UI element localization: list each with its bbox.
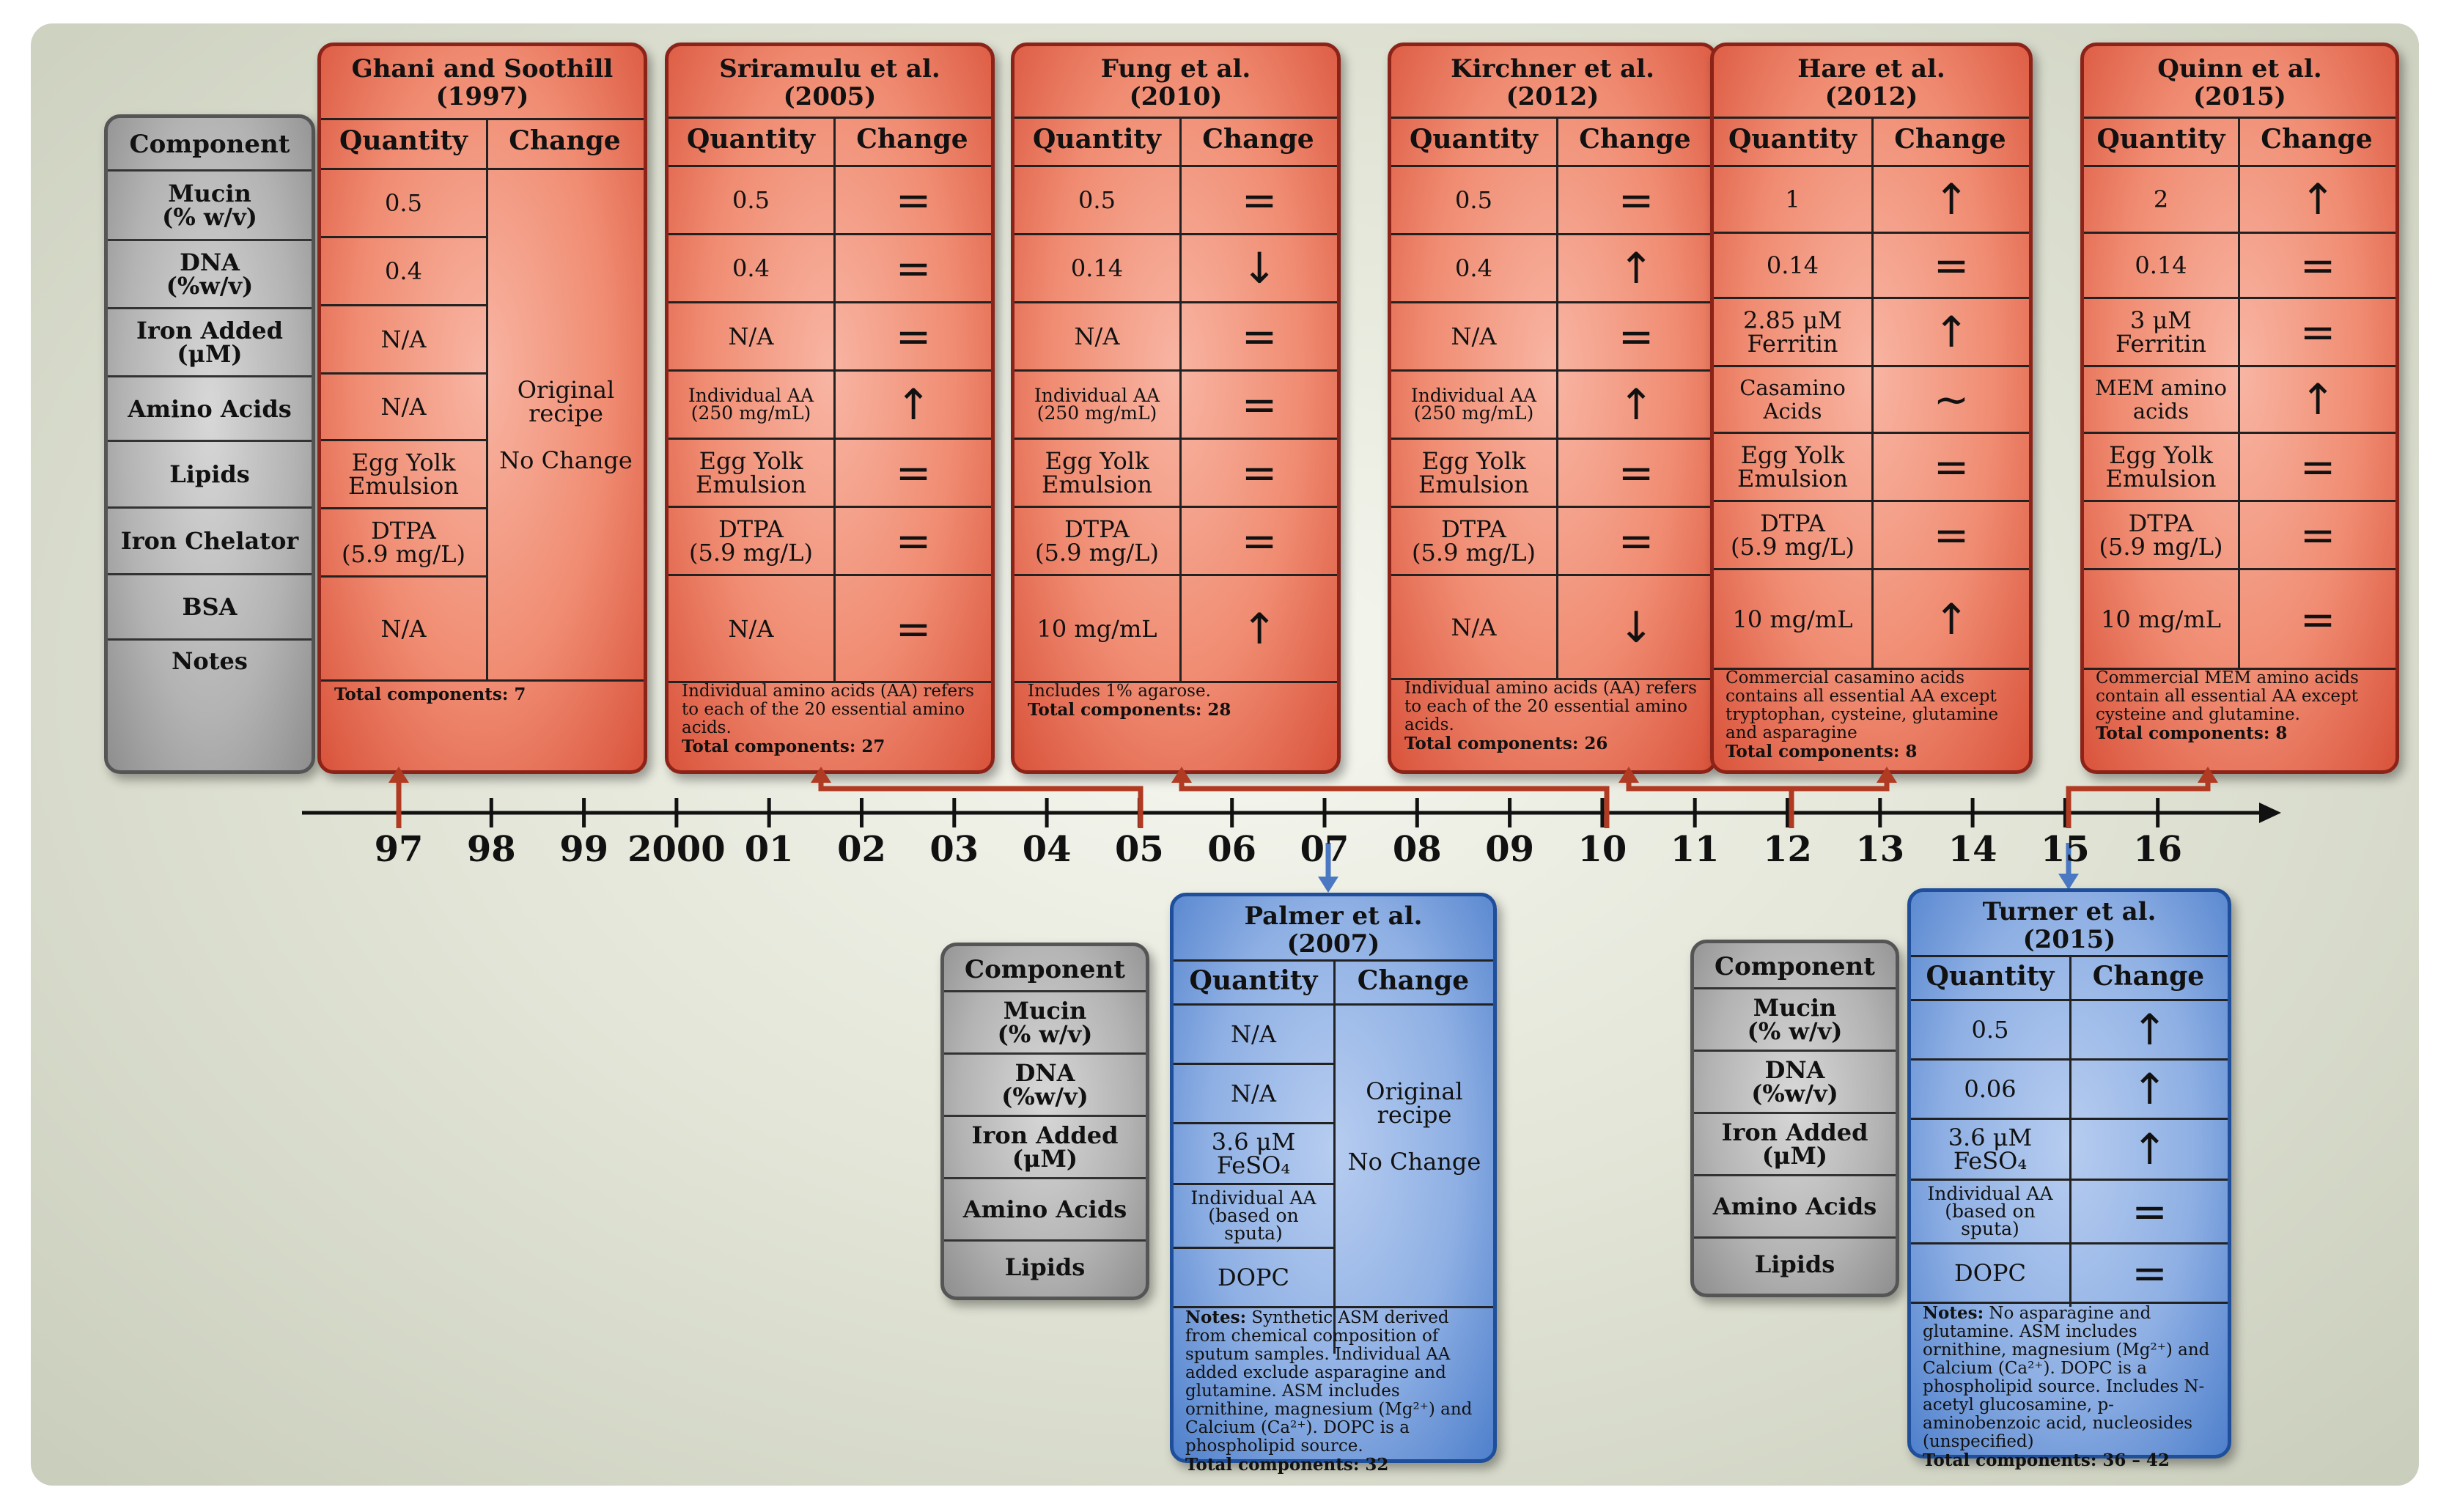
change-dna: ↓ <box>1241 243 1278 293</box>
quantity-header: Quantity <box>687 124 815 155</box>
quantity-header: Quantity <box>1410 124 1538 155</box>
component-notes: Notes <box>172 647 248 675</box>
quantity-header: Quantity <box>1926 961 2055 992</box>
quantity-mucin: 2 <box>2153 185 2169 213</box>
quantity-amino-acids: Individual AA (based on sputa) <box>1927 1183 2053 1239</box>
change-dna: ↑ <box>2132 1064 2168 1114</box>
component-amino-acids: Amino Acids <box>1712 1192 1877 1220</box>
change-iron: ↑ <box>2132 1124 2168 1174</box>
change-lipids: = <box>1933 442 1970 492</box>
change-mucin: = <box>895 175 932 225</box>
quantity-bsa: 10 mg/mL <box>2100 605 2222 633</box>
change-lipids: = <box>1241 448 1278 498</box>
red-arrowheads <box>388 767 2218 783</box>
change-mucin: = <box>1241 175 1278 225</box>
study-title: Kirchner et al. (2012) <box>1451 54 1654 111</box>
study-title: Sriramulu et al. (2005) <box>719 54 940 111</box>
quantity-dna: 0.4 <box>385 257 422 285</box>
component-lipids: Lipids <box>1004 1253 1086 1281</box>
component-dna: DNA (%w/v) <box>1751 1056 1838 1107</box>
component-lipids: Lipids <box>169 460 250 488</box>
change-amino-acids: ↑ <box>895 380 932 429</box>
timeline-tick-label: 15 <box>2040 829 2090 870</box>
timeline-tick-label: 13 <box>1855 829 1905 870</box>
timeline-tick-label: 2000 <box>627 829 726 870</box>
quantity-iron: 3.6 μM FeSO₄ <box>1948 1124 2033 1175</box>
component-iron-added: Iron Added (μM) <box>136 317 283 368</box>
quantity-iron-chelator: DTPA (5.9 mg/L) <box>689 515 813 567</box>
quantity-mucin: 0.5 <box>1455 186 1492 214</box>
quantity-mucin: 0.5 <box>1078 186 1116 214</box>
component-iron-added: Iron Added (μM) <box>1721 1118 1868 1170</box>
quantity-iron: N/A <box>1451 322 1497 350</box>
change-iron: = <box>2299 307 2336 357</box>
timeline-tick-label: 12 <box>1763 829 1812 870</box>
quantity-mucin: 1 <box>1785 185 1800 213</box>
quantity-amino-acids: Individual AA (250 mg/mL) <box>688 385 814 424</box>
quantity-bsa: N/A <box>728 614 774 643</box>
change-iron-chelator: = <box>895 516 932 566</box>
timeline-tick-label: 10 <box>1577 829 1627 870</box>
quantity-bsa: 10 mg/mL <box>1036 614 1157 643</box>
connector-2010 <box>1182 778 1607 828</box>
quantity-dna: 0.14 <box>1070 254 1124 282</box>
change-mucin: ↑ <box>2132 1005 2168 1055</box>
change-iron-chelator: = <box>2299 510 2336 560</box>
timeline-tick-label: 06 <box>1207 829 1257 870</box>
component-header: Component <box>129 130 290 159</box>
timeline-tick-label: 01 <box>744 829 794 870</box>
quantity-dna: 0.06 <box>1964 1075 2017 1103</box>
component-header: Component <box>965 955 1125 984</box>
quantity-iron-chelator: DTPA (5.9 mg/L) <box>2099 509 2223 561</box>
quantity-bsa: N/A <box>380 614 427 643</box>
connector-2012 <box>1629 778 1887 828</box>
quantity-mucin: 0.5 <box>732 186 770 214</box>
change-header: Change <box>2092 961 2205 992</box>
study-title: Quinn et al. (2015) <box>2157 54 2322 111</box>
quantity-dna: 0.14 <box>2135 251 2187 279</box>
quantity-dna: N/A <box>1231 1080 1276 1107</box>
study-notes: Individual amino acids (AA) refers to each of the 20 essential amino acids. Total components: 27 <box>682 682 974 756</box>
component-legend-bottom-left <box>940 943 1149 1300</box>
component-mucin: Mucin (% w/v) <box>997 997 1093 1048</box>
change-iron: = <box>1618 311 1654 361</box>
quantity-amino-acids: Individual AA (based on sputa) <box>1190 1187 1316 1244</box>
quantity-iron-chelator: DTPA (5.9 mg/L) <box>1731 509 1855 561</box>
component-dna: DNA (%w/v) <box>166 248 254 300</box>
change-mucin: ↑ <box>1933 174 1970 224</box>
change-iron: ↑ <box>1933 307 1970 357</box>
quantity-lipids: Egg Yolk Emulsion <box>695 447 807 498</box>
change-bsa: ↑ <box>1933 594 1970 644</box>
change-dna: = <box>2299 240 2336 290</box>
quantity-iron: N/A <box>1074 322 1120 350</box>
quantity-amino-acids: Casamino Acids <box>1739 375 1846 424</box>
component-lipids: Lipids <box>1754 1250 1835 1278</box>
quantity-mucin: N/A <box>1231 1020 1276 1048</box>
quantity-amino-acids: Individual AA (250 mg/mL) <box>1410 385 1537 424</box>
timeline-tick-label: 08 <box>1392 829 1442 870</box>
quantity-iron-chelator: DTPA (5.9 mg/L) <box>342 517 465 568</box>
study-notes: Notes: No asparagine and glutamine. ASM includes ornithine, magnesium (Mg²⁺) and Calcium (Ca²⁺). DOPC is a phospholipid source. Includes N-acetyl glucosamine, p-aminobenzoic acid, nucleosides (unspecified) Total components: 36 – 42 <box>1923 1303 2210 1470</box>
change-mucin: = <box>1618 175 1654 225</box>
study-title: Turner et al. (2015) <box>1982 897 2157 954</box>
quantity-amino-acids: MEM amino acids <box>2095 375 2227 424</box>
quantity-amino-acids: Individual AA (250 mg/mL) <box>1034 385 1160 424</box>
timeline-tick-label: 09 <box>1485 829 1534 870</box>
quantity-header: Quantity <box>1728 124 1857 155</box>
quantity-amino-acids: N/A <box>380 393 427 421</box>
timeline-tick-label: 05 <box>1114 829 1164 870</box>
component-amino-acids: Amino Acids <box>128 394 292 423</box>
change-bsa: = <box>2299 594 2336 644</box>
connector-2015 <box>2069 778 2208 828</box>
change-mucin: ↑ <box>2299 174 2336 224</box>
component-mucin: Mucin (% w/v) <box>1747 994 1843 1045</box>
quantity-mucin: 0.5 <box>385 189 422 217</box>
timeline-tick-label: 07 <box>1300 829 1349 870</box>
quantity-dna: 0.4 <box>732 254 770 282</box>
change-header: Change <box>2261 124 2373 155</box>
quantity-header: Quantity <box>339 125 468 156</box>
red-connectors <box>399 778 2208 828</box>
quantity-bsa: N/A <box>1451 613 1497 641</box>
change-lipids: = <box>2132 1248 2168 1298</box>
component-header: Component <box>1715 952 1875 981</box>
quantity-iron: N/A <box>380 325 427 353</box>
quantity-iron: 3.6 μM FeSO₄ <box>1211 1128 1296 1179</box>
quantity-header: Quantity <box>1189 965 1318 996</box>
change-header: Change <box>1579 124 1691 155</box>
change-original-recipe: Original recipe No Change <box>499 375 633 474</box>
study-title: Hare et al. (2012) <box>1797 54 1945 111</box>
change-amino-acids: ↑ <box>2299 375 2336 424</box>
component-iron-added: Iron Added (μM) <box>971 1121 1119 1173</box>
quantity-lipids: Egg Yolk Emulsion <box>2105 441 2217 493</box>
study-notes: Total components: 7 <box>334 685 526 704</box>
quantity-header: Quantity <box>2096 124 2225 155</box>
component-mucin: Mucin (% w/v) <box>162 180 257 231</box>
component-amino-acids: Amino Acids <box>962 1195 1127 1223</box>
component-dna: DNA (%w/v) <box>1001 1059 1089 1110</box>
change-header: Change <box>856 124 968 155</box>
change-amino-acids: ↑ <box>1618 380 1654 429</box>
study-notes: Includes 1% agarose. Total components: 28 <box>1028 682 1231 720</box>
change-bsa: = <box>895 603 932 654</box>
change-iron-chelator: = <box>1933 510 1970 560</box>
timeline-tick-label: 02 <box>837 829 886 870</box>
study-notes: Notes: Synthetic ASM derived from chemical composition of sputum samples. Individual AA added exclude asparagine and glutamine. ASM includes ornithine, magnesium (Mg²⁺) and Calcium (Ca²⁺). DOPC is a phospholipid source. Total components: 32 <box>1185 1308 1473 1475</box>
connector-2005 <box>821 778 1141 828</box>
change-original-recipe: Original recipe No Change <box>1347 1077 1481 1176</box>
component-bsa: BSA <box>182 593 237 621</box>
quantity-lipids: Egg Yolk Emulsion <box>347 449 460 500</box>
study-title: Fung et al. (2010) <box>1100 54 1251 111</box>
change-iron-chelator: = <box>1618 516 1654 566</box>
change-dna: ↑ <box>1618 243 1654 293</box>
change-amino-acids: = <box>1241 380 1278 429</box>
quantity-iron-chelator: DTPA (5.9 mg/L) <box>1035 515 1159 567</box>
change-lipids: = <box>2299 442 2336 492</box>
change-bsa: ↑ <box>1241 603 1278 654</box>
change-iron: = <box>895 311 932 361</box>
change-lipids: = <box>1618 448 1654 498</box>
study-notes: Commercial casamino acids contains all essential AA except tryptophan, cysteine, glutamine and asparagine Total components: 8 <box>1726 668 1999 761</box>
quantity-iron: N/A <box>728 322 774 350</box>
timeline-tick-label: 98 <box>466 829 516 870</box>
quantity-iron-chelator: DTPA (5.9 mg/L) <box>1412 515 1536 567</box>
timeline-tick-label: 99 <box>559 829 608 870</box>
quantity-header: Quantity <box>1033 124 1161 155</box>
quantity-lipids: Egg Yolk Emulsion <box>1737 441 1849 493</box>
quantity-dna: 0.4 <box>1455 254 1492 282</box>
component-iron-chelator: Iron Chelator <box>120 527 299 555</box>
change-iron-chelator: = <box>1241 516 1278 566</box>
component-legend-bottom-right <box>1690 940 1899 1297</box>
timeline-tick-label: 11 <box>1670 829 1720 870</box>
study-notes: Commercial MEM amino acids contain all essential AA except cysteine and glutamine. Total components: 8 <box>2096 668 2359 743</box>
quantity-lipids: DOPC <box>1218 1264 1289 1291</box>
timeline-tick-label: 16 <box>2133 829 2183 870</box>
study-palmer-2007 <box>1170 893 1497 1475</box>
change-header: Change <box>1894 124 2006 155</box>
quantity-iron: 3 μM Ferritin <box>2115 306 2206 358</box>
quantity-bsa: 10 mg/mL <box>1732 605 1853 633</box>
change-dna: = <box>1933 240 1970 290</box>
change-dna: = <box>895 243 932 293</box>
quantity-lipids: DOPC <box>1954 1259 2026 1287</box>
quantity-lipids: Egg Yolk Emulsion <box>1041 447 1153 498</box>
change-amino-acids: = <box>2132 1187 2168 1236</box>
change-bsa: ↓ <box>1618 602 1654 652</box>
change-header: Change <box>1202 124 1314 155</box>
timeline-tick-label: 04 <box>1022 829 1072 870</box>
study-title: Ghani and Soothill (1997) <box>351 54 614 111</box>
change-amino-acids: ~ <box>1933 375 1970 424</box>
change-lipids: = <box>895 448 932 498</box>
timeline-tick-label: 14 <box>1948 829 1997 870</box>
quantity-mucin: 0.5 <box>1971 1016 2009 1044</box>
timeline-tick-label: 03 <box>929 829 979 870</box>
change-header: Change <box>509 125 621 156</box>
change-header: Change <box>1357 965 1470 996</box>
quantity-iron: 2.85 μM Ferritin <box>1743 306 1842 358</box>
timeline-arrowhead <box>2259 803 2281 823</box>
study-notes: Individual amino acids (AA) refers to each of the 20 essential amino acids. Total components: 26 <box>1404 679 1697 753</box>
study-title: Palmer et al. (2007) <box>1244 901 1423 959</box>
change-iron: = <box>1241 311 1278 361</box>
quantity-lipids: Egg Yolk Emulsion <box>1418 447 1530 498</box>
timeline-tick-label: 97 <box>374 829 424 870</box>
quantity-dna: 0.14 <box>1766 251 1819 279</box>
study-turner-2015 <box>1907 888 2231 1470</box>
